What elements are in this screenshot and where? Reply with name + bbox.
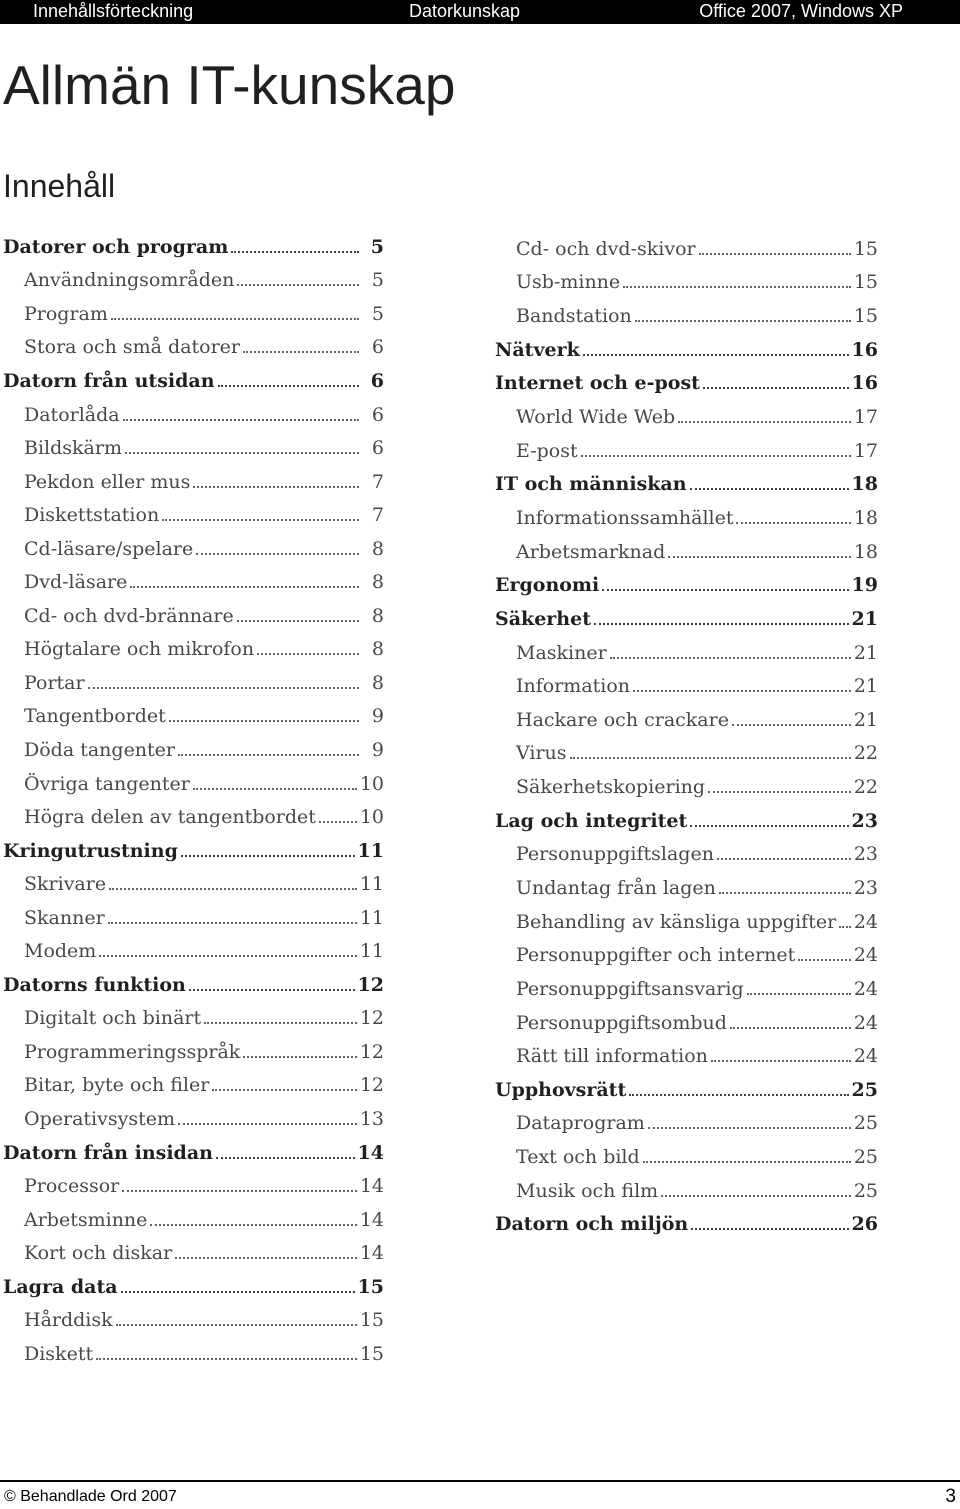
toc-entry-page: 8 (371, 571, 384, 594)
toc-subsection-entry (495, 871, 878, 905)
dot-leader (169, 720, 359, 722)
toc-entry-title: Säkerhetskopiering (516, 776, 706, 799)
toc-subsection-entry (3, 264, 384, 298)
running-header (0, 0, 960, 24)
toc-entry-title: Programmeringsspråk (24, 1040, 241, 1063)
dot-leader (181, 855, 355, 857)
dot-leader (175, 1257, 357, 1259)
toc-entry-page: 5 (371, 269, 384, 292)
toc-entry-page: 8 (371, 604, 384, 627)
toc-entry-page: 12 (359, 1074, 384, 1097)
dot-leader (99, 955, 356, 957)
toc-entry-page: 25 (853, 1146, 878, 1169)
toc-entry-page: 19 (851, 574, 878, 597)
dot-leader (178, 1123, 357, 1125)
toc-entry-title: Diskett (24, 1342, 94, 1365)
toc-subsection-entry (3, 431, 384, 465)
toc-chapter-entry (3, 364, 384, 398)
toc-subsection-entry (3, 901, 384, 935)
toc-entry-page: 25 (851, 1078, 878, 1101)
dot-leader (231, 251, 359, 253)
section-title: Innehåll (3, 168, 116, 204)
toc-entry-title: Information (516, 675, 631, 698)
toc-subsection-entry (3, 532, 384, 566)
page-title: Allmän IT-kunskap (3, 54, 456, 116)
toc-subsection-entry (495, 1140, 878, 1174)
dot-leader (839, 926, 851, 928)
toc-chapter-entry (495, 1208, 878, 1242)
toc-entry-title: Högra delen av tangentbordet (24, 806, 316, 829)
toc-subsection-entry (495, 938, 878, 972)
footer-rule (0, 1480, 960, 1482)
dot-leader (691, 1228, 848, 1230)
toc-chapter-entry (495, 804, 878, 838)
dot-leader (717, 858, 851, 860)
dot-leader (736, 522, 850, 524)
toc-entry-title: Användningsområden (24, 269, 235, 292)
toc-subsection-entry (495, 1174, 878, 1208)
toc-entry-page: 22 (853, 776, 878, 799)
header-edition: Office 2007, Windows XP (699, 1, 903, 21)
dot-leader (711, 1060, 851, 1062)
toc-entry-page: 24 (853, 977, 878, 1000)
dot-leader (319, 821, 357, 823)
toc-entry-title: Personuppgiftsansvarig (516, 977, 744, 1000)
dot-leader (703, 387, 849, 389)
toc-entry-title: Undantag från lagen (516, 876, 716, 899)
toc-subsection-entry (3, 633, 384, 667)
toc-chapter-entry (3, 834, 384, 868)
toc-subsection-entry (495, 232, 878, 266)
dot-leader (594, 623, 849, 625)
toc-entry-title: Datorn och miljön (495, 1213, 689, 1236)
dot-leader (125, 452, 359, 454)
dot-leader (111, 318, 359, 320)
dot-leader (623, 286, 851, 288)
toc-subsection-entry (3, 1169, 384, 1203)
toc-entry-title: Hackare och crackare (516, 708, 729, 731)
toc-entry-title: Kringutrustning (3, 839, 178, 862)
dot-leader (243, 351, 359, 353)
toc-entry-page: 12 (359, 1007, 384, 1030)
toc-chapter-entry (3, 1270, 384, 1304)
toc-entry-title: Cd- och dvd-brännare (24, 604, 234, 627)
toc-entry-title: Datorlåda (24, 403, 120, 426)
dot-leader (243, 1056, 357, 1058)
toc-entry-page: 15 (359, 1342, 384, 1365)
toc-entry-title: Kort och diskar (24, 1242, 173, 1265)
toc-subsection-entry (3, 733, 384, 767)
toc-entry-title: Ergonomi (495, 574, 600, 597)
toc-subsection-entry (3, 599, 384, 633)
toc-entry-title: Virus (516, 742, 567, 765)
dot-leader (719, 892, 851, 894)
toc-entry-page: 23 (851, 809, 878, 832)
toc-subsection-entry (495, 636, 878, 670)
toc-subsection-entry (3, 767, 384, 801)
toc-subsection-entry (495, 266, 878, 300)
toc-entry-page: 8 (371, 671, 384, 694)
header-book-title: Datorkunskap (409, 1, 521, 21)
dot-leader (668, 556, 851, 558)
toc-entry-page: 15 (853, 271, 878, 294)
toc-entry-page: 23 (853, 876, 878, 899)
dot-leader (108, 922, 357, 924)
toc-entry-title: Personuppgifter och internet (516, 944, 796, 967)
toc-entry-page: 8 (371, 638, 384, 661)
toc-entry-page: 10 (359, 806, 384, 829)
dot-leader (237, 620, 359, 622)
toc-subsection-entry (3, 331, 384, 365)
toc-entry-title: Program (24, 302, 108, 325)
dot-leader (150, 1224, 356, 1226)
toc-entry-page: 9 (371, 738, 384, 761)
dot-leader (212, 1089, 356, 1091)
toc-subsection-entry (495, 770, 878, 804)
dot-leader (237, 284, 359, 286)
toc-entry-page: 18 (853, 540, 878, 563)
toc-chapter-entry (495, 602, 878, 636)
toc-entry-title: Övriga tangenter (24, 772, 190, 795)
toc-entry-page: 25 (853, 1112, 878, 1135)
toc-subsection-entry (3, 1002, 384, 1036)
dot-leader (661, 1195, 851, 1197)
toc-entry-title: Dataprogram (516, 1112, 645, 1135)
toc-entry-title: Bandstation (516, 305, 632, 328)
dot-leader (116, 1324, 357, 1326)
toc-subsection-entry (495, 535, 878, 569)
toc-entry-title: Cd- och dvd-skivor (516, 237, 696, 260)
toc-entry-page: 11 (359, 940, 384, 963)
dot-leader (570, 757, 851, 759)
toc-entry-page: 24 (853, 944, 878, 967)
toc-subsection-entry (3, 1203, 384, 1237)
toc-entry-title: Datorer och program (3, 235, 229, 258)
dot-leader (130, 586, 359, 588)
toc-subsection-entry (495, 669, 878, 703)
dot-leader (196, 553, 359, 555)
toc-entry-title: Musik och film (516, 1179, 659, 1202)
dot-leader (730, 1027, 851, 1029)
toc-entry-page: 13 (359, 1107, 384, 1130)
toc-chapter-entry (495, 467, 878, 501)
toc-entry-title: Döda tangenter (24, 738, 176, 761)
toc-entry-page: 7 (371, 504, 384, 527)
toc-subsection-entry (495, 299, 878, 333)
toc-subsection-entry (495, 1039, 878, 1073)
toc-subsection-entry (3, 498, 384, 532)
toc-subsection-entry (495, 501, 878, 535)
toc-entry-title: Informationssamhället (516, 506, 734, 529)
toc-entry-page: 12 (359, 1040, 384, 1063)
toc-entry-page: 14 (359, 1208, 384, 1231)
toc-entry-page: 5 (371, 302, 384, 325)
footer-copyright: © Behandlade Ord 2007 (4, 1488, 177, 1505)
toc-entry-title: Cd-läsare/spelare (24, 537, 194, 560)
toc-entry-page: 21 (853, 675, 878, 698)
toc-entry-page: 15 (853, 305, 878, 328)
dot-leader (690, 825, 848, 827)
toc-entry-title: Upphovsrätt (495, 1078, 627, 1101)
toc-subsection-entry (3, 1069, 384, 1103)
toc-subsection-entry (495, 972, 878, 1006)
toc-chapter-entry (3, 1136, 384, 1170)
toc-subsection-entry (3, 1304, 384, 1338)
toc-entry-page: 21 (853, 708, 878, 731)
toc-entry-title: World Wide Web (516, 406, 676, 429)
dot-leader (648, 1127, 851, 1129)
toc-subsection-entry (3, 398, 384, 432)
toc-subsection-entry (3, 1337, 384, 1371)
toc-column-left (3, 230, 384, 1371)
toc-entry-title: Lagra data (3, 1275, 118, 1298)
toc-subsection-entry (495, 400, 878, 434)
dot-leader (193, 788, 357, 790)
toc-entry-title: E-post (516, 439, 578, 462)
toc-entry-title: Behandling av känsliga uppgifter (516, 910, 837, 933)
toc-entry-title: Dvd-läsare (24, 571, 128, 594)
toc-subsection-entry (3, 565, 384, 599)
toc-entry-page: 25 (853, 1179, 878, 1202)
dot-leader (218, 385, 359, 387)
toc-entry-title: Maskiner (516, 641, 607, 664)
toc-entry-title: Bitar, byte och filer (24, 1074, 210, 1097)
dot-leader (699, 253, 851, 255)
toc-entry-page: 9 (371, 705, 384, 728)
toc-entry-title: IT och människan (495, 473, 687, 496)
dot-leader (216, 1157, 355, 1159)
toc-entry-page: 15 (357, 1275, 384, 1298)
toc-entry-title: Processor (24, 1175, 120, 1198)
toc-entry-page: 18 (851, 473, 878, 496)
toc-entry-page: 23 (853, 843, 878, 866)
dot-leader (123, 419, 359, 421)
toc-entry-title: Hårddisk (24, 1309, 113, 1332)
dot-leader (96, 1358, 357, 1360)
toc-subsection-entry (495, 905, 878, 939)
toc-entry-page: 6 (371, 336, 384, 359)
toc-entry-title: Modem (24, 940, 97, 963)
toc-subsection-entry (495, 737, 878, 771)
toc-entry-page: 16 (851, 372, 878, 395)
dot-leader (583, 354, 849, 356)
toc-chapter-entry (495, 333, 878, 367)
toc-entry-page: 11 (359, 873, 384, 896)
dot-leader (747, 993, 851, 995)
toc-entry-page: 6 (371, 403, 384, 426)
dot-leader (633, 690, 851, 692)
toc-subsection-entry (3, 465, 384, 499)
toc-entry-page: 14 (359, 1175, 384, 1198)
dot-leader (162, 519, 359, 521)
dot-leader (88, 687, 359, 689)
toc-entry-page: 11 (357, 839, 384, 862)
toc-entry-page: 6 (370, 369, 384, 392)
toc-entry-title: Säkerhet (495, 607, 591, 630)
dot-leader (678, 421, 851, 423)
toc-entry-title: Datorn från utsidan (3, 369, 215, 392)
dot-leader (635, 320, 851, 322)
toc-entry-page: 21 (853, 641, 878, 664)
toc-entry-page: 14 (359, 1242, 384, 1265)
toc-chapter-entry (495, 568, 878, 602)
toc-subsection-entry (3, 297, 384, 331)
dot-leader (798, 959, 851, 961)
toc-entry-title: Stora och små datorer (24, 336, 241, 359)
toc-subsection-entry (495, 1107, 878, 1141)
dot-leader (193, 486, 359, 488)
toc-chapter-entry (3, 968, 384, 1002)
toc-entry-page: 17 (853, 406, 878, 429)
toc-entry-title: Bildskärm (24, 437, 122, 460)
toc-subsection-entry (495, 1006, 878, 1040)
dot-leader (690, 488, 849, 490)
page-number: 3 (945, 1486, 956, 1507)
toc-entry-title: Högtalare och mikrofon (24, 638, 255, 661)
toc-subsection-entry (495, 703, 878, 737)
toc-entry-page: 17 (853, 439, 878, 462)
toc-entry-page: 26 (851, 1213, 878, 1236)
toc-subsection-entry (3, 1035, 384, 1069)
toc-entry-title: Usb-minne (516, 271, 621, 294)
toc-entry-page: 14 (357, 1141, 384, 1164)
dot-leader (109, 888, 357, 890)
toc-entry-title: Internet och e-post (495, 372, 700, 395)
toc-column-right (495, 232, 878, 1241)
toc-entry-page: 12 (357, 973, 384, 996)
toc-subsection-entry (3, 666, 384, 700)
dot-leader (643, 1161, 851, 1163)
toc-subsection-entry (495, 838, 878, 872)
toc-entry-page: 10 (359, 772, 384, 795)
toc-entry-title: Personuppgiftslagen (516, 843, 714, 866)
header-section-label: Innehållsförteckning (33, 1, 194, 21)
toc-entry-page: 16 (851, 338, 878, 361)
toc-subsection-entry (3, 800, 384, 834)
toc-entry-title: Rätt till information (516, 1045, 708, 1068)
dot-leader (732, 724, 851, 726)
toc-chapter-entry (3, 230, 384, 264)
toc-entry-title: Personuppgiftsombud (516, 1011, 727, 1034)
toc-entry-page: 5 (370, 235, 384, 258)
toc-entry-title: Pekdon eller mus (24, 470, 191, 493)
toc-entry-title: Lag och integritet (495, 809, 688, 832)
toc-entry-page: 22 (853, 742, 878, 765)
toc-entry-title: Nätverk (495, 338, 580, 361)
dot-leader (121, 1291, 355, 1293)
toc-entry-page: 6 (371, 437, 384, 460)
toc-entry-page: 7 (371, 470, 384, 493)
toc-entry-page: 24 (853, 910, 878, 933)
toc-entry-page: 24 (853, 1045, 878, 1068)
toc-subsection-entry (495, 434, 878, 468)
toc-entry-page: 8 (371, 537, 384, 560)
toc-entry-page: 24 (853, 1011, 878, 1034)
dot-leader (189, 989, 355, 991)
dot-leader (629, 1094, 848, 1096)
toc-entry-title: Skanner (24, 906, 105, 929)
dot-leader (178, 754, 359, 756)
toc-entry-title: Datorn från insidan (3, 1141, 213, 1164)
toc-entry-page: 21 (851, 607, 878, 630)
toc-entry-title: Skrivare (24, 873, 107, 896)
toc-entry-title: Arbetsmarknad (516, 540, 666, 563)
dot-leader (204, 1022, 357, 1024)
toc-entry-title: Diskettstation (24, 504, 160, 527)
toc-entry-page: 11 (359, 906, 384, 929)
toc-entry-page: 15 (853, 237, 878, 260)
toc-subsection-entry (3, 700, 384, 734)
toc-entry-title: Digitalt och binärt (24, 1007, 202, 1030)
dot-leader (708, 791, 851, 793)
toc-entry-title: Text och bild (516, 1146, 640, 1169)
toc-entry-title: Operativsystem (24, 1107, 175, 1130)
toc-chapter-entry (495, 367, 878, 401)
toc-chapter-entry (495, 1073, 878, 1107)
dot-leader (602, 589, 848, 591)
toc-subsection-entry (3, 867, 384, 901)
dot-leader (581, 455, 851, 457)
toc-entry-title: Portar (24, 671, 85, 694)
dot-leader (257, 653, 359, 655)
toc-entry-title: Arbetsminne (24, 1208, 148, 1231)
toc-subsection-entry (3, 934, 384, 968)
toc-subsection-entry (3, 1236, 384, 1270)
dot-leader (610, 657, 851, 659)
toc-subsection-entry (3, 1102, 384, 1136)
toc-entry-page: 18 (853, 506, 878, 529)
toc-entry-title: Datorns funktion (3, 973, 186, 996)
toc-entry-title: Tangentbordet (24, 705, 166, 728)
toc-entry-page: 15 (359, 1309, 384, 1332)
dot-leader (122, 1190, 357, 1192)
